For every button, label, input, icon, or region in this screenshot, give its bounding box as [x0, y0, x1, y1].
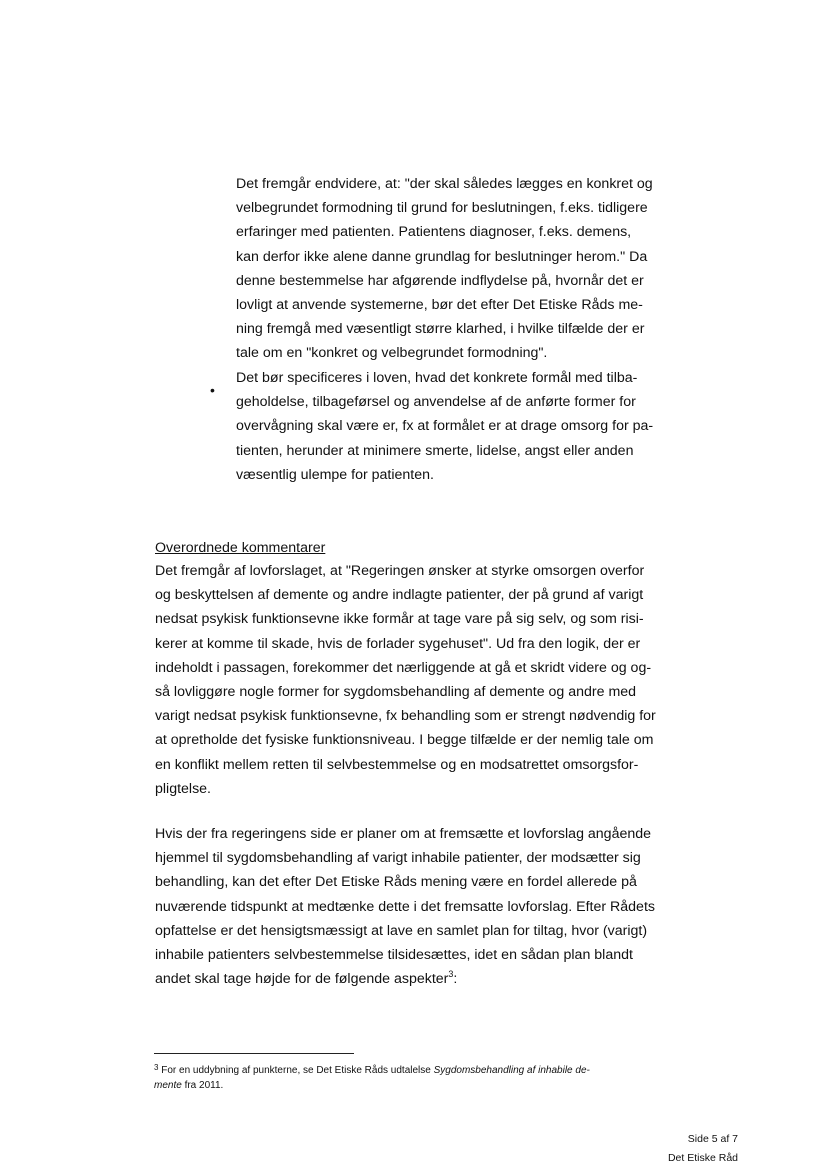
- footnote-title-italic: Sygdomsbehandling af inhabile de-: [433, 1065, 590, 1076]
- text-line: varigt nedsat psykisk funktionsevne, fx behandling som er strengt nødvendig for: [155, 708, 656, 725]
- text-line: nuværende tidspunkt at medtænke dette i det fremsatte lovforslag. Efter Rådets: [155, 898, 655, 915]
- text-line: Det fremgår endvidere, at: "der skal således lægges en konkret og: [236, 176, 653, 192]
- text-line: ning fremgå med væsentligt større klarhed, i hvilke tilfælde der er: [236, 321, 645, 338]
- text-line: erfaringer med patienten. Patientens diagnoser, f.eks. demens,: [236, 224, 632, 241]
- page-footer: [668, 1130, 738, 1168]
- text-line: tale om en "konkret og velbegrundet formodning".: [236, 345, 548, 362]
- text-line: behandling, kan det efter Det Etiske Råds mening være en fordel allerede på: [155, 874, 637, 891]
- text-line: nedsat psykisk funktionsevne ikke formår at tage vare på sig selv, og som risi-: [155, 611, 644, 628]
- section-paragraph-2: [155, 822, 655, 991]
- text-line: væsentlig ulempe for patienten.: [236, 466, 434, 483]
- footnote-text-end: fra 2011.: [181, 1080, 224, 1091]
- text-line: indeholdt i passagen, forekommer det nærliggende at gå et skridt videre og og-: [155, 659, 652, 676]
- footnote-number: 3: [154, 1063, 159, 1072]
- text-line: overvågning skal være er, fx at formålet er at drage omsorg for pa-: [236, 418, 654, 435]
- text-line: inhabile patienters selvbestemmelse tilsidesættes, idet en sådan plan blandt: [155, 947, 633, 964]
- footnote-text: For en uddybning af punkterne, se Det Etiske Råds udtalelse: [161, 1065, 434, 1076]
- text-line: at opretholde det fysiske funktionsniveau. I begge tilfælde er der nemlig tale om: [155, 732, 654, 749]
- footnote-line-1: [154, 1060, 590, 1078]
- text-line: pligtelse.: [155, 780, 211, 797]
- text-line: en konflikt mellem retten til selvbestemmelse og en modsatrettet omsorgsfor-: [155, 756, 639, 773]
- section-paragraph-1: [155, 559, 656, 801]
- text-line: geholdelse, tilbageførsel og anvendelse af de anførte former for: [236, 394, 636, 411]
- footnote-title-italic-cont: mente: [154, 1080, 182, 1091]
- text-line: velbegrundet formodning til grund for beslutningen, f.eks. tidligere: [236, 200, 648, 217]
- text-line: og beskyttelsen af demente og andre indlagte patienter, der på grund af varigt: [155, 587, 644, 604]
- text-line: Det bør specificeres i loven, hvad det konkrete formål med tilba-: [236, 370, 638, 386]
- text-line: hjemmel til sygdomsbehandling af varigt inhabile patienter, der modsætter sig: [155, 850, 641, 867]
- page-number: Side 5 af 7: [687, 1133, 738, 1145]
- text-line: Hvis der fra regeringens side er planer om at fremsætte et lovforslag angående: [155, 826, 652, 842]
- bullet-paragraph: [236, 366, 653, 487]
- text-line: [155, 967, 655, 991]
- text-line-last: andet skal tage højde for de følgende aspekter: [155, 971, 449, 988]
- text-line: opfattelse er det hensigtsmæssigt at lave en samlet plan for tiltag, hvor (varigt): [155, 922, 648, 939]
- footnote-reference[interactable]: 3: [448, 969, 454, 980]
- footnote: [154, 1060, 590, 1093]
- text-line: tienten, herunder at minimere smerte, lidelse, angst eller anden: [236, 442, 634, 459]
- text-line-suffix: :: [453, 971, 458, 988]
- section-heading: Overordnede kommentarer: [155, 540, 326, 556]
- text-line: Det fremgår af lovforslaget, at "Regeringen ønsker at styrke omsorgen overfor: [155, 563, 645, 579]
- text-line: kerer at komme til skade, hvis de forlader sygehuset". Ud fra den logik, der er: [155, 635, 641, 652]
- text-line: så lovliggøre nogle former for sygdomsbehandling af demente og andre med: [155, 684, 637, 701]
- text-line: kan derfor ikke alene danne grundlag for beslutninger herom." Da: [236, 248, 648, 265]
- organization-name: Det Etiske Råd: [667, 1152, 738, 1164]
- indented-paragraph: [236, 172, 653, 366]
- footnote-line-2: [154, 1078, 590, 1093]
- text-line: denne bestemmelse har afgørende indflydelse på, hvornår det er: [236, 272, 644, 289]
- footnote-separator: [154, 1053, 354, 1054]
- text-line: lovligt at anvende systemerne, bør det efter Det Etiske Råds me-: [236, 297, 643, 314]
- bullet-marker: •: [210, 382, 215, 398]
